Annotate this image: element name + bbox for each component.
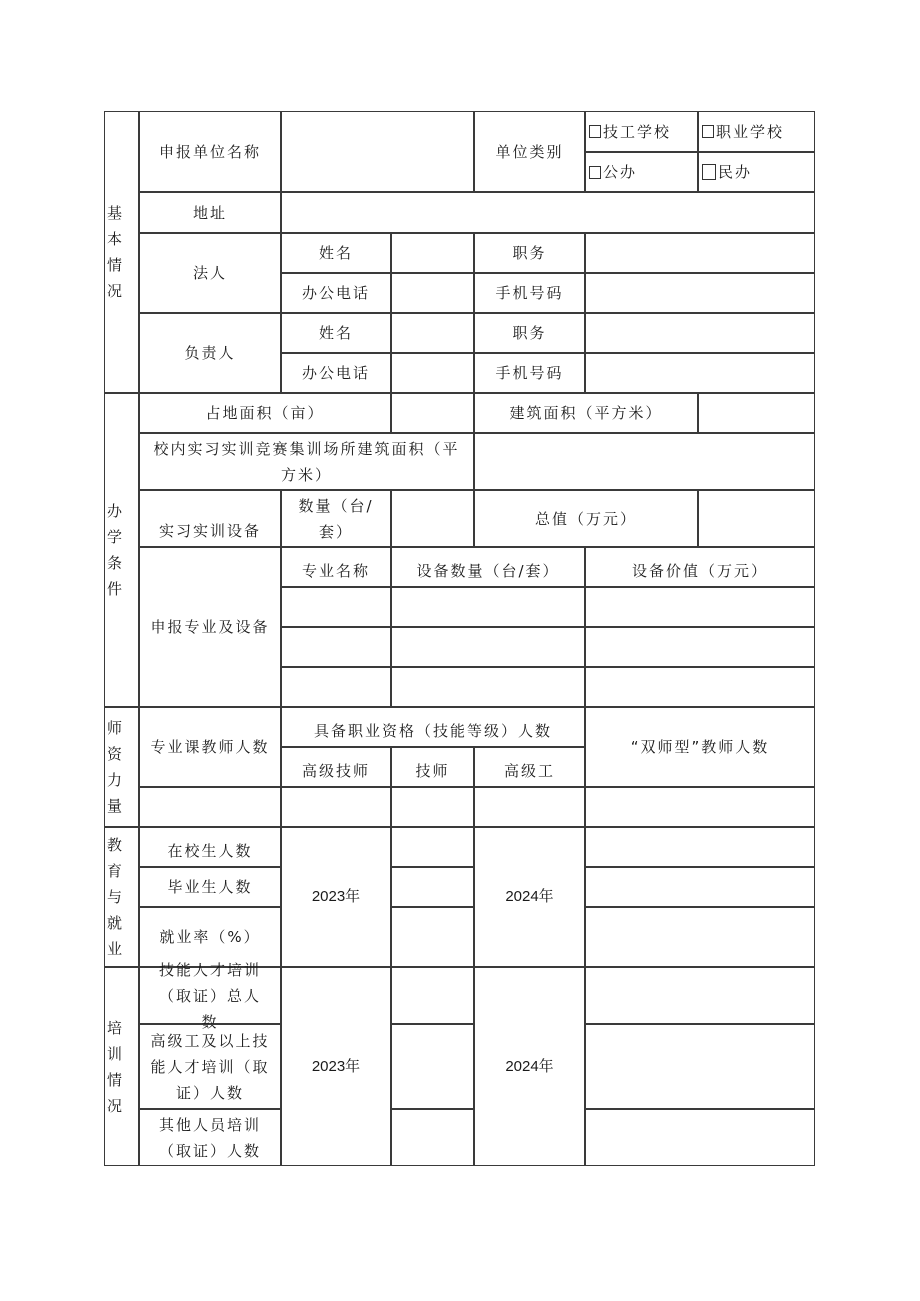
section-char: 训 bbox=[107, 1044, 123, 1063]
input-senior-technician[interactable] bbox=[281, 787, 391, 827]
header-equipment-value: 设备价值（万元） bbox=[585, 547, 815, 587]
section-teaching-staff bbox=[104, 707, 139, 827]
label-graduates: 毕业生人数 bbox=[139, 867, 281, 907]
input-charge-mobile[interactable] bbox=[585, 353, 815, 393]
option-public[interactable] bbox=[585, 152, 698, 192]
input-equip-qty-3[interactable] bbox=[391, 667, 585, 707]
input-2024-skill-total[interactable] bbox=[585, 967, 815, 1024]
label-year-2023: 2023年 bbox=[281, 967, 391, 1166]
label-quantity: 数量（台/套） bbox=[281, 490, 391, 547]
checkbox-icon[interactable] bbox=[702, 164, 716, 180]
label-year-2023: 2023年 bbox=[281, 827, 391, 967]
input-2023-graduates[interactable] bbox=[391, 867, 474, 907]
input-2023-skill-total[interactable] bbox=[391, 967, 474, 1024]
label-position: 职务 bbox=[474, 233, 585, 273]
input-equip-qty-1[interactable] bbox=[391, 587, 585, 627]
section-char: 与 bbox=[107, 888, 123, 906]
label-unit-name: 申报单位名称 bbox=[139, 111, 281, 192]
label-building-area: 建筑面积（平方米） bbox=[474, 393, 698, 433]
section-char: 教 bbox=[107, 836, 123, 854]
label-training-area: 校内实习实训竞赛集训场所建筑面积（平方米） bbox=[139, 433, 474, 490]
input-2023-senior-plus[interactable] bbox=[391, 1024, 474, 1109]
section-char: 师 bbox=[107, 719, 123, 737]
label-position: 职务 bbox=[474, 313, 585, 353]
section-char: 况 bbox=[107, 282, 123, 300]
checkbox-icon[interactable] bbox=[589, 125, 601, 138]
section-education-employment bbox=[104, 827, 139, 967]
label-training-equipment: 实习实训设备 bbox=[139, 490, 281, 547]
checkbox-icon[interactable] bbox=[589, 166, 601, 179]
section-char: 况 bbox=[107, 1096, 123, 1115]
option-tech-school[interactable] bbox=[585, 111, 698, 152]
input-legal-position[interactable] bbox=[585, 233, 815, 273]
input-major-name-1[interactable] bbox=[281, 587, 391, 627]
input-major-teachers[interactable] bbox=[139, 787, 281, 827]
section-char: 资 bbox=[107, 745, 123, 763]
label-total-value: 总值（万元） bbox=[474, 490, 698, 547]
input-charge-office-phone[interactable] bbox=[391, 353, 474, 393]
input-equip-value-3[interactable] bbox=[585, 667, 815, 707]
option-label: 公办 bbox=[603, 163, 638, 181]
input-equipment-quantity[interactable] bbox=[391, 490, 474, 547]
input-equip-value-1[interactable] bbox=[585, 587, 815, 627]
input-major-name-3[interactable] bbox=[281, 667, 391, 707]
input-land-area[interactable] bbox=[391, 393, 474, 433]
input-legal-name[interactable] bbox=[391, 233, 474, 273]
input-senior-worker[interactable] bbox=[474, 787, 585, 827]
section-char: 办 bbox=[107, 502, 123, 520]
input-total-value[interactable] bbox=[698, 490, 815, 547]
section-basic-info bbox=[104, 111, 139, 393]
label-senior-worker: 高级工 bbox=[474, 747, 585, 787]
input-2024-enrolled[interactable] bbox=[585, 827, 815, 867]
label-year-2024: 2024年 bbox=[474, 827, 585, 967]
section-char: 条 bbox=[107, 554, 123, 572]
label-senior-technician: 高级技师 bbox=[281, 747, 391, 787]
label-employment-rate: 就业率（%） bbox=[139, 907, 281, 967]
checkbox-icon[interactable] bbox=[702, 125, 714, 138]
input-2024-graduates[interactable] bbox=[585, 867, 815, 907]
section-char: 培 bbox=[107, 1018, 123, 1037]
section-char: 件 bbox=[107, 580, 123, 598]
option-label: 职业学校 bbox=[716, 122, 785, 141]
label-dual-teachers: “双师型”教师人数 bbox=[585, 707, 815, 787]
section-char: 业 bbox=[107, 940, 123, 958]
label-other-training: 其他人员培训（取证）人数 bbox=[139, 1109, 281, 1166]
section-training bbox=[104, 967, 139, 1166]
input-charge-name[interactable] bbox=[391, 313, 474, 353]
section-char: 学 bbox=[107, 528, 123, 546]
input-equip-value-2[interactable] bbox=[585, 627, 815, 667]
label-technician: 技师 bbox=[391, 747, 474, 787]
input-address[interactable] bbox=[281, 192, 815, 233]
section-char: 本 bbox=[107, 230, 123, 248]
label-name: 姓名 bbox=[281, 313, 391, 353]
input-unit-name[interactable] bbox=[281, 111, 474, 192]
input-legal-mobile[interactable] bbox=[585, 273, 815, 313]
input-legal-office-phone[interactable] bbox=[391, 273, 474, 313]
label-person-in-charge: 负责人 bbox=[139, 313, 281, 393]
label-mobile: 手机号码 bbox=[474, 273, 585, 313]
input-training-area[interactable] bbox=[474, 433, 815, 490]
section-char: 就 bbox=[107, 914, 123, 932]
label-legal-person: 法人 bbox=[139, 233, 281, 313]
label-year-2024: 2024年 bbox=[474, 967, 585, 1166]
label-unit-category: 单位类别 bbox=[474, 111, 585, 192]
label-name: 姓名 bbox=[281, 233, 391, 273]
section-char: 情 bbox=[107, 1070, 123, 1089]
label-qualified-count: 具备职业资格（技能等级）人数 bbox=[281, 707, 585, 747]
label-address: 地址 bbox=[139, 192, 281, 233]
label-skill-training-total: 技能人才培训（取证）总人数 bbox=[139, 967, 281, 1024]
input-2024-senior-plus[interactable] bbox=[585, 1024, 815, 1109]
option-vocational-school[interactable] bbox=[698, 111, 815, 152]
label-senior-plus-training: 高级工及以上技能人才培训（取证）人数 bbox=[139, 1024, 281, 1109]
header-equipment-qty: 设备数量（台/套） bbox=[391, 547, 585, 587]
section-school-conditions bbox=[104, 393, 139, 707]
label-enrolled: 在校生人数 bbox=[139, 827, 281, 867]
option-label: 技工学校 bbox=[603, 122, 672, 141]
section-char: 量 bbox=[107, 797, 123, 815]
input-building-area[interactable] bbox=[698, 393, 815, 433]
section-char: 情 bbox=[107, 256, 123, 274]
input-equip-qty-2[interactable] bbox=[391, 627, 585, 667]
label-mobile: 手机号码 bbox=[474, 353, 585, 393]
label-major-teachers: 专业课教师人数 bbox=[139, 707, 281, 787]
input-dual-teachers[interactable] bbox=[585, 787, 815, 827]
input-major-name-2[interactable] bbox=[281, 627, 391, 667]
input-charge-position[interactable] bbox=[585, 313, 815, 353]
label-office-phone: 办公电话 bbox=[281, 273, 391, 313]
label-office-phone: 办公电话 bbox=[281, 353, 391, 393]
section-char: 育 bbox=[107, 862, 123, 880]
input-technician[interactable] bbox=[391, 787, 474, 827]
input-2023-employment[interactable] bbox=[391, 907, 474, 967]
input-2023-enrolled[interactable] bbox=[391, 827, 474, 867]
section-char: 力 bbox=[107, 771, 123, 789]
label-majors-equipment: 申报专业及设备 bbox=[139, 547, 281, 707]
input-2024-employment[interactable] bbox=[585, 907, 815, 967]
option-label: 民办 bbox=[718, 163, 753, 181]
input-2023-other[interactable] bbox=[391, 1109, 474, 1166]
header-major-name: 专业名称 bbox=[281, 547, 391, 587]
section-char: 基 bbox=[107, 204, 123, 222]
input-2024-other[interactable] bbox=[585, 1109, 815, 1166]
option-private[interactable] bbox=[698, 152, 815, 192]
label-land-area: 占地面积（亩） bbox=[139, 393, 391, 433]
